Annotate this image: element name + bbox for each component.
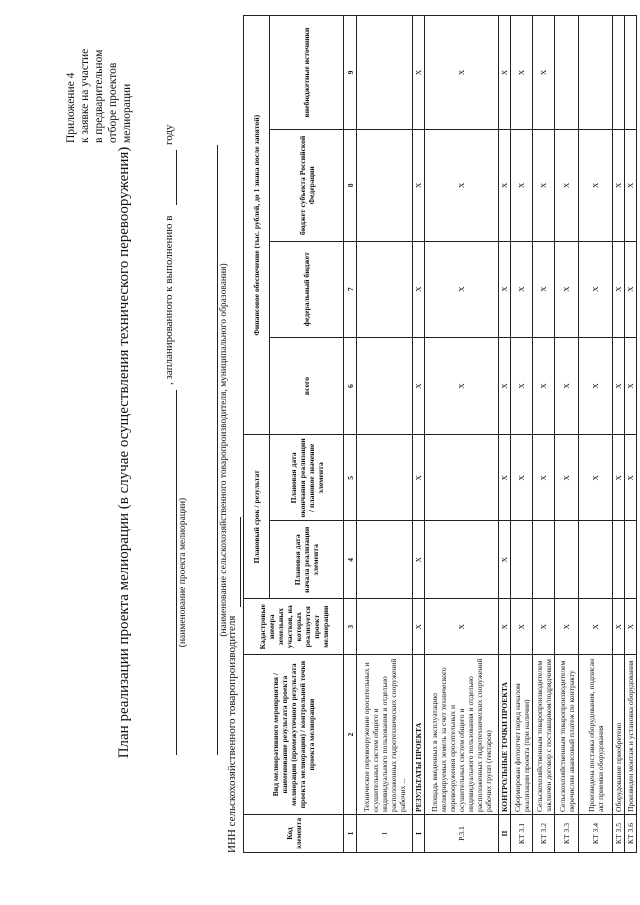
cell-total: X <box>511 337 533 435</box>
planned-text: , запланированного к выполнению в <box>163 215 175 385</box>
cell-federal: X <box>533 241 555 337</box>
row-name: Сельскохозяйственным товаропроизводителем заключен договор с поставщиком/подрядчиком <box>533 655 555 815</box>
table-row <box>357 16 413 853</box>
cell-total: X <box>625 337 637 435</box>
cell-cadastral: X <box>425 599 499 655</box>
cell-cadastral: X <box>533 599 555 655</box>
row-name: КОНТРОЛЬНЫЕ ТОЧКИ ПРОЕКТА <box>499 655 511 815</box>
cell-cadastral <box>357 599 413 655</box>
cell-extra: X <box>511 16 533 130</box>
table-row <box>511 16 533 853</box>
appendix-line: в предварительном <box>93 49 105 143</box>
cell-cadastral: X <box>555 599 579 655</box>
column-number: 1 <box>344 815 357 853</box>
cell-total: X <box>425 337 499 435</box>
inn-line <box>229 517 241 607</box>
cell-federal: X <box>579 241 613 337</box>
cell-plan-start <box>357 521 413 599</box>
appendix-line: мелиорации <box>121 83 133 143</box>
appendix-line: к заявке на участие <box>79 48 91 143</box>
row-code: КТ 3.1 <box>511 815 533 853</box>
header-plan-group: Плановый срок / результат <box>244 435 270 599</box>
cell-plan-start <box>625 521 637 599</box>
table-row <box>499 16 511 853</box>
cell-extra <box>613 16 625 130</box>
header-type: Вид мелиоративного мероприятия / наименование результата проекта мелиорации (промежуточного результата проекта мелиорации) / контрольной точки проекта мелиорации <box>244 655 344 815</box>
header-finance-group: Финансовое обеспечение (тыс. рублей, до 1 знака после запятой) <box>244 16 270 435</box>
cell-extra <box>555 16 579 130</box>
row-name: РЕЗУЛЬТАТЫ ПРОЕКТА <box>413 655 425 815</box>
row-name: Сельскохозяйственным товаропроизводителем перечислен авансовый платеж по контракту <box>555 655 579 815</box>
cell-plan-start <box>613 521 625 599</box>
cell-plan-start <box>511 521 533 599</box>
row-code: КТ 3.5 <box>613 815 625 853</box>
cell-federal <box>357 241 413 337</box>
cell-regional: X <box>555 129 579 241</box>
row-code: II <box>499 815 511 853</box>
cell-plan-end: X <box>555 435 579 521</box>
cell-plan-end: X <box>413 435 425 521</box>
cell-federal: X <box>555 241 579 337</box>
header-cadastral: Кадастровые номера земельных участков, на которых реализуется проект мелиорации <box>244 599 344 655</box>
producer-caption: (наименование сельскохозяйственного товаропроизводителя, муниципального образования) <box>219 263 229 637</box>
row-name: Площадь введенных в эксплуатацию мелиорируемых земель за счет технического перевооружения оросительных и осушительных систем общего и индивидуального пользования и отдельно расположенных гидротехнических сооружений рабочих групп (гектаров) <box>425 655 499 815</box>
column-number: 8 <box>344 129 357 241</box>
cell-regional: X <box>625 129 637 241</box>
row-code: КТ 3.6 <box>625 815 637 853</box>
year-word: году <box>163 124 175 145</box>
project-name-line <box>160 390 177 755</box>
cell-plan-end: X <box>613 435 625 521</box>
cell-plan-start <box>425 521 499 599</box>
cell-plan-end <box>357 435 413 521</box>
document-title: План реализации проекта мелиорации (в случае осуществления технического перевооружения) <box>116 146 132 759</box>
cell-plan-end: X <box>511 435 533 521</box>
cell-federal: X <box>625 241 637 337</box>
cell-federal: X <box>425 241 499 337</box>
header-plan-end: Плановая дата окончания реализации / плановое значение элемента <box>270 435 344 521</box>
cell-total: X <box>555 337 579 435</box>
row-name: Сформирован фотоотчет перед началом реализации проекта (при наличии) <box>511 655 533 815</box>
column-number: 5 <box>344 435 357 521</box>
cell-regional: X <box>613 129 625 241</box>
cell-cadastral: X <box>625 599 637 655</box>
cell-extra <box>579 16 613 130</box>
cell-plan-end: X <box>625 435 637 521</box>
cell-plan-start <box>579 521 613 599</box>
appendix-line: отборе проектов <box>107 62 119 143</box>
column-number: 9 <box>344 16 357 130</box>
project-caption: (наименование проекта мелиорации) <box>178 497 188 648</box>
appendix-line: Приложение 4 <box>65 72 77 143</box>
cell-extra: X <box>413 16 425 130</box>
row-code: I <box>357 815 413 853</box>
cell-total: X <box>533 337 555 435</box>
cell-federal: X <box>511 241 533 337</box>
cell-plan-end: X <box>499 435 511 521</box>
column-number: 2 <box>344 655 357 815</box>
header-total: всего <box>270 337 344 435</box>
cell-total <box>357 337 413 435</box>
header-regional: бюджет субъекта Российской Федерации <box>270 129 344 241</box>
cell-cadastral: X <box>579 599 613 655</box>
header-extra: внебюджетные источники <box>270 16 344 130</box>
row-name: Произведена поставка оборудования, подписан акт приемки оборудования <box>579 655 613 815</box>
row-code: I <box>413 815 425 853</box>
cell-federal: X <box>413 241 425 337</box>
column-number: 3 <box>344 599 357 655</box>
cell-extra <box>357 16 413 130</box>
header-code: Код элемента <box>244 815 344 853</box>
inn-label: ИНН сельскохозяйственного товаропроизводителя <box>226 615 238 853</box>
cell-regional: X <box>413 129 425 241</box>
cell-extra <box>625 16 637 130</box>
row-code: КТ 3.3 <box>555 815 579 853</box>
table-row <box>625 16 637 853</box>
cell-cadastral: X <box>511 599 533 655</box>
row-code: КТ 3.2 <box>533 815 555 853</box>
row-code: Р.3.1 <box>425 815 499 853</box>
producer-name-line <box>203 145 218 755</box>
cell-plan-start: X <box>413 521 425 599</box>
cell-extra: X <box>533 16 555 130</box>
cell-total: X <box>413 337 425 435</box>
table-row <box>555 16 579 853</box>
table-row <box>613 16 625 853</box>
cell-federal: X <box>613 241 625 337</box>
cell-plan-start <box>555 521 579 599</box>
cell-total: X <box>499 337 511 435</box>
cell-federal: X <box>499 241 511 337</box>
cell-total: X <box>613 337 625 435</box>
column-number: 6 <box>344 337 357 435</box>
cell-regional: X <box>579 129 613 241</box>
cell-cadastral: X <box>499 599 511 655</box>
cell-total: X <box>579 337 613 435</box>
row-name: Произведен монтаж и установка оборудования <box>625 655 637 815</box>
table-row <box>425 16 499 853</box>
cell-extra: X <box>425 16 499 130</box>
table-row <box>413 16 425 853</box>
cell-plan-start: X <box>499 521 511 599</box>
cell-regional: X <box>511 129 533 241</box>
cell-extra: X <box>499 16 511 130</box>
table-row <box>533 16 555 853</box>
header-federal: федеральный бюджет <box>270 241 344 337</box>
cell-plan-end: X <box>579 435 613 521</box>
cell-cadastral: X <box>613 599 625 655</box>
cell-plan-start <box>533 521 555 599</box>
cell-plan-end: X <box>533 435 555 521</box>
cell-regional: X <box>425 129 499 241</box>
row-name: Техническое перевооружение оросительных и осушительных систем общего и индивидуального пользования и отдельно расположенных гидротехнических сооружений рабочих ... <box>357 655 413 815</box>
row-code: КТ 3.4 <box>579 815 613 853</box>
table-row <box>579 16 613 853</box>
column-number: 4 <box>344 521 357 599</box>
cell-plan-end <box>425 435 499 521</box>
plan-table <box>243 15 637 853</box>
year-line <box>160 150 177 205</box>
row-name: Оборудование приобретено <box>613 655 625 815</box>
cell-regional <box>357 129 413 241</box>
cell-regional: X <box>533 129 555 241</box>
header-plan-start: Плановая дата начала реализации элемента <box>270 521 344 599</box>
cell-regional: X <box>499 129 511 241</box>
cell-cadastral: X <box>413 599 425 655</box>
column-number: 7 <box>344 241 357 337</box>
